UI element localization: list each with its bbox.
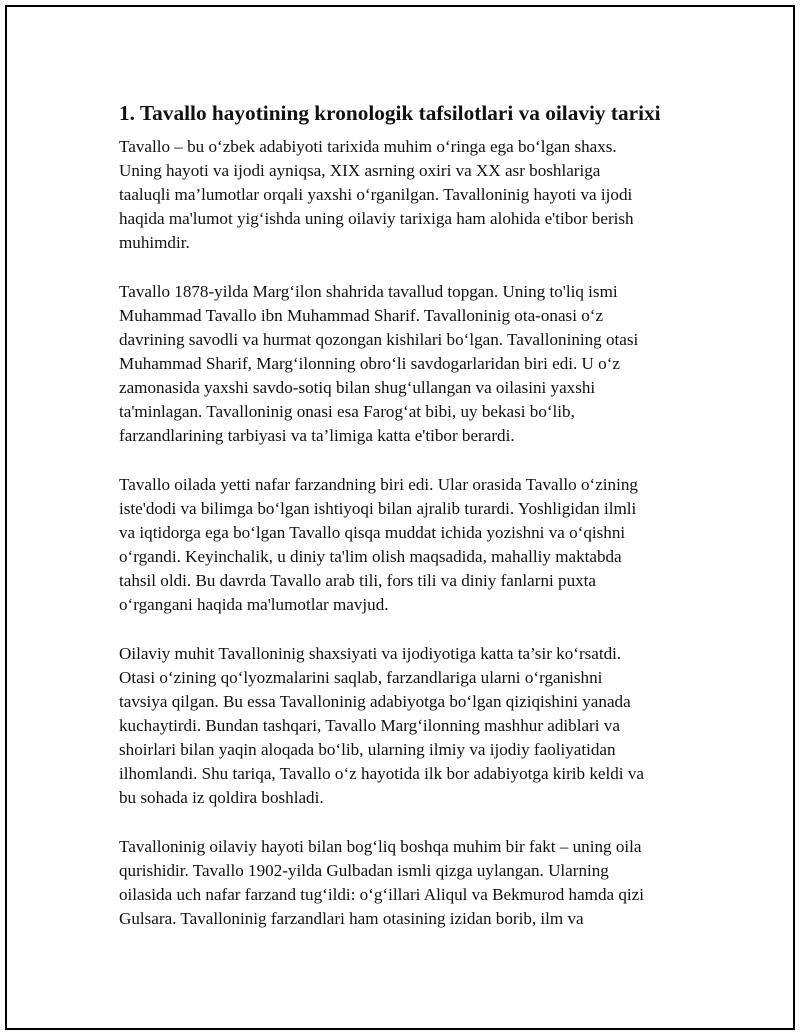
- text-line: farzandlarining tarbiyasi va ta’limiga katta e'tibor berardi.: [119, 426, 515, 446]
- text-line: tavsiya qilgan. Bu essa Tavalloninig adabiyotga bo‘lgan qiziqishini yanada: [119, 691, 631, 711]
- text-line: Tavalloninig oilaviy hayoti bilan bog‘liq boshqa muhim bir fakt – uning oila: [119, 836, 642, 856]
- text-line: va iqtidorga ega bo‘lgan Tavallo qisqa muddat ichida yozishni va o‘qishni: [119, 522, 626, 542]
- text-line: muhimdir.: [119, 233, 190, 253]
- text-line: bu sohada iz qoldira boshladi.: [119, 788, 324, 808]
- text-line: ta'minlagan. Tavalloninig onasi esa Farog‘at bibi, uy bekasi bo‘lib,: [119, 402, 575, 422]
- paragraph-5: [119, 835, 694, 931]
- text-line: Muhammad Tavallo ibn Muhammad Sharif. Tavalloninig ota-onasi o‘z: [119, 305, 604, 325]
- text-line: qurishidir. Tavallo 1902-yilda Gulbadan ismli qizga uylangan. Ularning: [119, 860, 609, 880]
- text-line: taaluqli ma’lumotlar orqali yaxshi o‘rganilgan. Tavalloninig hayoti va ijodi: [119, 185, 633, 205]
- page-frame: [5, 5, 795, 1030]
- text-line: ilhomlandi. Shu tariqa, Tavallo o‘z hayotida ilk bor adabiyotga kirib keldi va: [119, 764, 644, 784]
- paragraph-3: [119, 473, 694, 618]
- text-line: Gulsara. Tavalloninig farzandlari ham otasining izidan borib, ilm va: [119, 908, 584, 928]
- text-line: o‘rgangani haqida ma'lumotlar mavjud.: [119, 595, 389, 615]
- text-line: Tavallo – bu o‘zbek adabiyoti tarixida muhim o‘ringa ega bo‘lgan shaxs.: [119, 137, 617, 156]
- text-line: tahsil oldi. Bu davrda Tavallo arab tili, fors tili va diniy fanlarni puxta: [119, 571, 597, 591]
- text-line: Tavallo oilada yetti nafar farzandning biri edi. Ular orasida Tavallo o‘zining: [119, 474, 638, 494]
- text-line: zamonasida yaxshi savdo-sotiq bilan shug‘ullangan va oilasini yaxshi: [119, 378, 596, 398]
- text-line: Muhammad Sharif, Marg‘ilonning obro‘li savdogarlaridan biri edi. U o‘z: [119, 354, 620, 374]
- paragraph-1: [119, 135, 694, 255]
- paragraph-2: [119, 280, 694, 449]
- text-line: davrining savodli va hurmat qozongan kishilari bo‘lgan. Tavallonining otasi: [119, 329, 639, 349]
- section-heading: 1. Tavallo hayotining kronologik tafsilotlari va oilaviy tarixi: [119, 101, 661, 125]
- text-line: Uning hayoti va ijodi ayniqsa, XIX asrning oxiri va XX asr boshlariga: [119, 161, 601, 181]
- text-line: haqida ma'lumot yig‘ishda uning oilaviy tarixiga ham alohida e'tibor berish: [119, 209, 634, 229]
- document-body: [119, 100, 694, 955]
- text-line: Otasi o‘zining qo‘lyozmalarini saqlab, farzandlariga ularni o‘rganishni: [119, 667, 603, 687]
- text-line: o‘rgandi. Keyinchalik, u diniy ta'lim olish maqsadida, mahalliy maktabda: [119, 547, 622, 566]
- text-line: kuchaytirdi. Bundan tashqari, Tavallo Marg‘ilonning mashhur adiblari va: [119, 715, 620, 735]
- text-line: Tavallo 1878-yilda Marg‘ilon shahrida tavallud topgan. Uning to'liq ismi: [119, 281, 618, 301]
- text-line: shoirlari bilan yaqin aloqada bo‘lib, ularning ilmiy va ijodiy faoliyatidan: [119, 739, 616, 759]
- text-line: oilasida uch nafar farzand tug‘ildi: o‘g‘illari Aliqul va Bekmurod hamda qizi: [119, 884, 644, 904]
- text-line: Oilaviy muhit Tavalloninig shaxsiyati va ijodiyotiga katta ta’sir ko‘rsatdi.: [119, 643, 622, 663]
- text-line: iste'dodi va bilimga bo‘lgan ishtiyoqi bilan ajralib turardi. Yoshligidan ilmli: [119, 498, 637, 518]
- paragraph-4: [119, 642, 694, 811]
